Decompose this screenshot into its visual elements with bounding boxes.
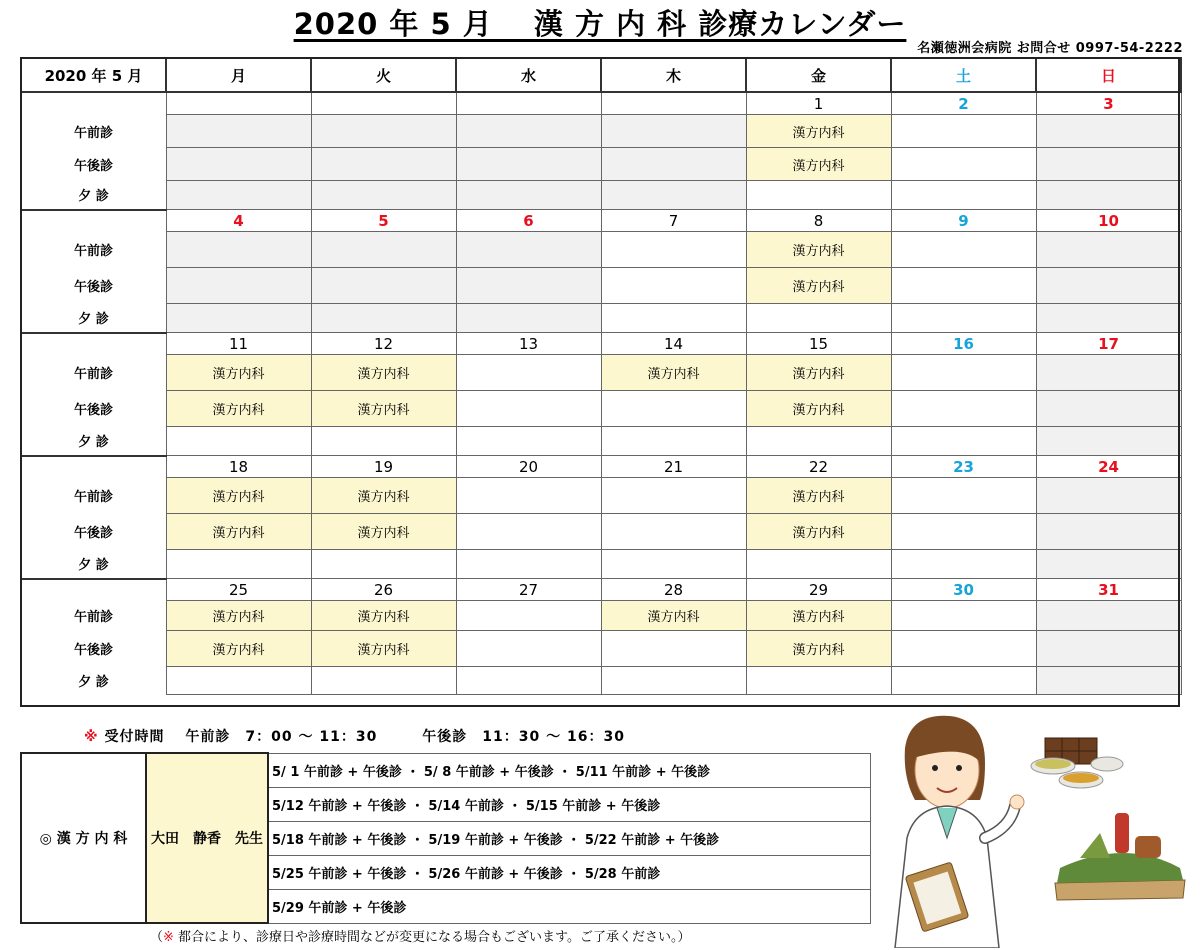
date-cell <box>601 92 746 115</box>
week-date-row <box>21 210 1181 232</box>
notice-mark: ※ <box>84 729 99 745</box>
date-cell: 15 <box>746 333 891 355</box>
clinic-slot-cell <box>1036 631 1181 667</box>
clinic-slot-cell <box>891 268 1036 304</box>
clinic-slot-cell: 漢方内科 <box>166 391 311 427</box>
clinic-slot-cell <box>891 427 1036 456</box>
date-cell: 10 <box>1036 210 1181 232</box>
clinic-slot-cell <box>456 427 601 456</box>
clinic-slot-cell <box>1036 355 1181 391</box>
slot-label: 午前診 <box>21 355 166 391</box>
clinic-slot-cell <box>456 514 601 550</box>
clinic-slot-cell: 漢方内科 <box>166 631 311 667</box>
clinic-slot-cell <box>311 148 456 181</box>
clinic-slot-cell <box>166 115 311 148</box>
date-cell: 21 <box>601 456 746 478</box>
clinic-slot-cell: 漢方内科 <box>311 601 456 631</box>
clinic-slot-cell <box>601 181 746 210</box>
clinic-slot-cell <box>891 115 1036 148</box>
clinic-slot-cell: 漢方内科 <box>746 268 891 304</box>
clinic-slot-cell <box>1036 148 1181 181</box>
clinic-slot-cell <box>311 232 456 268</box>
weekday-fri: 金 <box>746 58 891 92</box>
footnote-paren: （ <box>150 930 164 945</box>
clinic-slot-cell <box>601 391 746 427</box>
date-cell: 2 <box>891 92 1036 115</box>
clinic-slot-cell <box>1036 514 1181 550</box>
weekday-mon: 月 <box>166 58 311 92</box>
clinic-slot-cell <box>456 148 601 181</box>
doctor-figure-icon <box>895 716 1024 948</box>
slot-label: 午後診 <box>21 148 166 181</box>
clinic-slot-cell <box>311 667 456 695</box>
slot-row-am <box>21 355 1181 391</box>
clinic-slot-cell <box>1036 391 1181 427</box>
clinic-slot-cell <box>891 181 1036 210</box>
clinic-slot-cell <box>746 550 891 579</box>
clinic-slot-cell: 漢方内科 <box>746 232 891 268</box>
slot-label: 午前診 <box>21 601 166 631</box>
slot-label: 夕 診 <box>21 304 166 333</box>
date-cell: 13 <box>456 333 601 355</box>
date-cell: 18 <box>166 456 311 478</box>
clinic-slot-cell <box>1036 478 1181 514</box>
clinic-slot-cell <box>601 514 746 550</box>
doctor-name: 大田 静香 先生 <box>146 753 268 923</box>
clinic-slot-cell <box>1036 667 1181 695</box>
schedule-line: 5/18 午前診 + 午後診 ・ 5/19 午前診 + 午後診 ・ 5/22 午前診 + 午後診 <box>268 821 870 855</box>
clinic-slot-cell <box>311 304 456 333</box>
slot-label: 午前診 <box>21 115 166 148</box>
clinic-slot-cell <box>311 181 456 210</box>
clinic-slot-cell <box>601 427 746 456</box>
slot-row-ev <box>21 181 1181 210</box>
clinic-slot-cell: 漢方内科 <box>746 148 891 181</box>
clinic-slot-cell <box>166 148 311 181</box>
date-cell: 28 <box>601 579 746 601</box>
clinic-slot-cell: 漢方内科 <box>601 355 746 391</box>
clinic-slot-cell: 漢方内科 <box>311 391 456 427</box>
weekday-sat: 土 <box>891 58 1036 92</box>
clinic-slot-cell <box>891 514 1036 550</box>
slot-label: 午後診 <box>21 391 166 427</box>
date-cell: 17 <box>1036 333 1181 355</box>
date-cell <box>311 92 456 115</box>
clinic-slot-cell: 漢方内科 <box>166 514 311 550</box>
clinic-slot-cell <box>1036 232 1181 268</box>
date-cell: 31 <box>1036 579 1181 601</box>
department-label: ◎ 漢 方 内 科 <box>21 753 146 923</box>
clinic-slot-cell: 漢方内科 <box>311 355 456 391</box>
clinic-slot-cell: 漢方内科 <box>746 514 891 550</box>
clinic-slot-cell <box>746 667 891 695</box>
date-cell: 19 <box>311 456 456 478</box>
clinic-slot-cell: 漢方内科 <box>746 631 891 667</box>
clinic-slot-cell <box>311 268 456 304</box>
date-cell: 3 <box>1036 92 1181 115</box>
weekday-header-row <box>21 58 1181 92</box>
clinic-slot-cell <box>456 601 601 631</box>
date-cell: 16 <box>891 333 1036 355</box>
row-label-blank <box>21 456 166 478</box>
herbal-medicine-book-icon <box>1055 813 1185 900</box>
clinic-slot-cell <box>601 631 746 667</box>
schedule-line: 5/25 午前診 + 午後診 ・ 5/26 午前診 + 午後診 ・ 5/28 午前診 <box>268 855 870 889</box>
clinic-slot-cell: 漢方内科 <box>746 115 891 148</box>
slot-label: 午前診 <box>21 478 166 514</box>
slot-label: 夕 診 <box>21 667 166 695</box>
slot-row-pm <box>21 514 1181 550</box>
schedule-line: 5/ 1 午前診 + 午後診 ・ 5/ 8 午前診 + 午後診 ・ 5/11 午前診 + 午後診 <box>268 753 870 787</box>
schedule-table <box>20 752 871 924</box>
clinic-slot-cell <box>746 304 891 333</box>
clinic-slot-cell <box>456 391 601 427</box>
clinic-slot-cell <box>891 550 1036 579</box>
slot-row-am <box>21 601 1181 631</box>
date-cell: 26 <box>311 579 456 601</box>
clinic-slot-cell <box>166 550 311 579</box>
date-cell: 20 <box>456 456 601 478</box>
slot-label: 午前診 <box>21 232 166 268</box>
clinic-slot-cell <box>166 667 311 695</box>
reception-hours <box>84 726 625 746</box>
schedule-line: 5/29 午前診 + 午後診 <box>268 889 870 923</box>
date-cell: 27 <box>456 579 601 601</box>
clinic-slot-cell <box>601 268 746 304</box>
clinic-slot-cell <box>891 391 1036 427</box>
calendar-month-label: 2020 年 5 月 <box>21 58 166 92</box>
clinic-slot-cell <box>456 631 601 667</box>
clinic-slot-cell <box>891 232 1036 268</box>
date-cell: 7 <box>601 210 746 232</box>
clinic-slot-cell <box>166 181 311 210</box>
slot-row-ev <box>21 667 1181 695</box>
date-cell: 14 <box>601 333 746 355</box>
clinic-slot-cell <box>1036 427 1181 456</box>
clinic-slot-cell <box>1036 115 1181 148</box>
reception-hours-text: 受付時間 午前診 7：00 ～ 11：30 午後診 11：30 ～ 16：30 <box>98 729 625 745</box>
hospital-contact: 名瀬徳洲会病院 お問合せ 0997-54-2222 <box>917 41 1183 56</box>
slot-label: 午後診 <box>21 268 166 304</box>
row-label-blank <box>21 333 166 355</box>
clinic-slot-cell <box>891 148 1036 181</box>
clinic-slot-cell <box>456 667 601 695</box>
date-cell: 9 <box>891 210 1036 232</box>
clinic-slot-cell <box>601 667 746 695</box>
clinic-slot-cell: 漢方内科 <box>311 478 456 514</box>
date-cell: 12 <box>311 333 456 355</box>
week-date-row <box>21 456 1181 478</box>
clinic-slot-cell <box>891 355 1036 391</box>
week-date-row <box>21 92 1181 115</box>
clinic-slot-cell <box>456 304 601 333</box>
clinic-slot-cell <box>601 478 746 514</box>
clinic-slot-cell <box>1036 601 1181 631</box>
clinic-slot-cell <box>891 601 1036 631</box>
slot-row-pm <box>21 391 1181 427</box>
slot-row-pm <box>21 631 1181 667</box>
clinic-slot-cell <box>311 427 456 456</box>
week-date-row <box>21 333 1181 355</box>
weekday-wed: 水 <box>456 58 601 92</box>
slot-row-ev <box>21 304 1181 333</box>
clinic-slot-cell: 漢方内科 <box>746 355 891 391</box>
row-label-blank <box>21 579 166 601</box>
herb-cabinet-icon <box>1031 738 1123 788</box>
date-cell: 30 <box>891 579 1036 601</box>
clinic-slot-cell <box>601 304 746 333</box>
clinic-slot-cell <box>601 550 746 579</box>
date-cell: 25 <box>166 579 311 601</box>
clinic-slot-cell <box>891 478 1036 514</box>
date-cell: 22 <box>746 456 891 478</box>
slot-label: 午後診 <box>21 631 166 667</box>
clinic-slot-cell: 漢方内科 <box>311 514 456 550</box>
slot-row-pm <box>21 148 1181 181</box>
footnote-text: 都合により、診療日や診療時間などが変更になる場合もございます。ご了承ください。） <box>173 930 691 945</box>
clinic-slot-cell <box>891 304 1036 333</box>
slot-row-am <box>21 478 1181 514</box>
slot-row-ev <box>21 427 1181 456</box>
clinic-slot-cell <box>456 115 601 148</box>
date-cell: 6 <box>456 210 601 232</box>
row-label-blank <box>21 210 166 232</box>
footnote <box>150 926 691 945</box>
clinic-slot-cell <box>1036 181 1181 210</box>
date-cell <box>166 92 311 115</box>
clinic-slot-cell <box>166 268 311 304</box>
clinic-slot-cell <box>1036 268 1181 304</box>
clinic-slot-cell <box>1036 550 1181 579</box>
date-cell: 5 <box>311 210 456 232</box>
slot-label: 夕 診 <box>21 181 166 210</box>
clinic-slot-cell <box>1036 304 1181 333</box>
date-cell: 24 <box>1036 456 1181 478</box>
slot-row-am <box>21 232 1181 268</box>
date-cell: 23 <box>891 456 1036 478</box>
clinic-slot-cell <box>891 631 1036 667</box>
clinic-slot-cell <box>166 427 311 456</box>
clinic-slot-cell <box>601 115 746 148</box>
clinic-slot-cell <box>166 232 311 268</box>
clinic-slot-cell: 漢方内科 <box>746 601 891 631</box>
slot-label: 夕 診 <box>21 427 166 456</box>
clinic-slot-cell <box>601 232 746 268</box>
clinic-slot-cell: 漢方内科 <box>601 601 746 631</box>
date-cell: 1 <box>746 92 891 115</box>
slot-row-ev <box>21 550 1181 579</box>
row-label-blank <box>21 92 166 115</box>
slot-label: 午後診 <box>21 514 166 550</box>
clinic-slot-cell <box>311 550 456 579</box>
clinic-slot-cell <box>456 550 601 579</box>
clinic-slot-cell <box>456 355 601 391</box>
date-cell <box>456 92 601 115</box>
clinic-slot-cell <box>746 181 891 210</box>
clinic-slot-cell: 漢方内科 <box>166 355 311 391</box>
clinic-slot-cell <box>166 304 311 333</box>
date-cell: 11 <box>166 333 311 355</box>
clinic-slot-cell: 漢方内科 <box>166 601 311 631</box>
weekday-thu: 木 <box>601 58 746 92</box>
page-title: 2020 年 5 月 漢 方 内 科 診療カレンダー <box>293 7 907 41</box>
slot-row-am <box>21 115 1181 148</box>
slot-label: 夕 診 <box>21 550 166 579</box>
doctor-illustration <box>885 708 1190 948</box>
date-cell: 4 <box>166 210 311 232</box>
date-cell: 29 <box>746 579 891 601</box>
clinic-slot-cell <box>746 427 891 456</box>
clinic-slot-cell <box>601 148 746 181</box>
clinic-slot-cell <box>891 667 1036 695</box>
clinic-slot-cell: 漢方内科 <box>746 478 891 514</box>
weekday-sun: 日 <box>1036 58 1181 92</box>
clinic-slot-cell: 漢方内科 <box>311 631 456 667</box>
slot-row-pm <box>21 268 1181 304</box>
calendar-table <box>20 57 1182 695</box>
weekday-tue: 火 <box>311 58 456 92</box>
clinic-slot-cell: 漢方内科 <box>746 391 891 427</box>
footnote-mark: ※ <box>163 930 174 945</box>
clinic-slot-cell <box>456 181 601 210</box>
clinic-slot-cell <box>311 115 456 148</box>
clinic-slot-cell: 漢方内科 <box>166 478 311 514</box>
clinic-slot-cell <box>456 478 601 514</box>
schedule-line: 5/12 午前診 + 午後診 ・ 5/14 午前診 ・ 5/15 午前診 + 午後診 <box>268 787 870 821</box>
clinic-slot-cell <box>456 268 601 304</box>
clinic-slot-cell <box>456 232 601 268</box>
week-date-row <box>21 579 1181 601</box>
date-cell: 8 <box>746 210 891 232</box>
